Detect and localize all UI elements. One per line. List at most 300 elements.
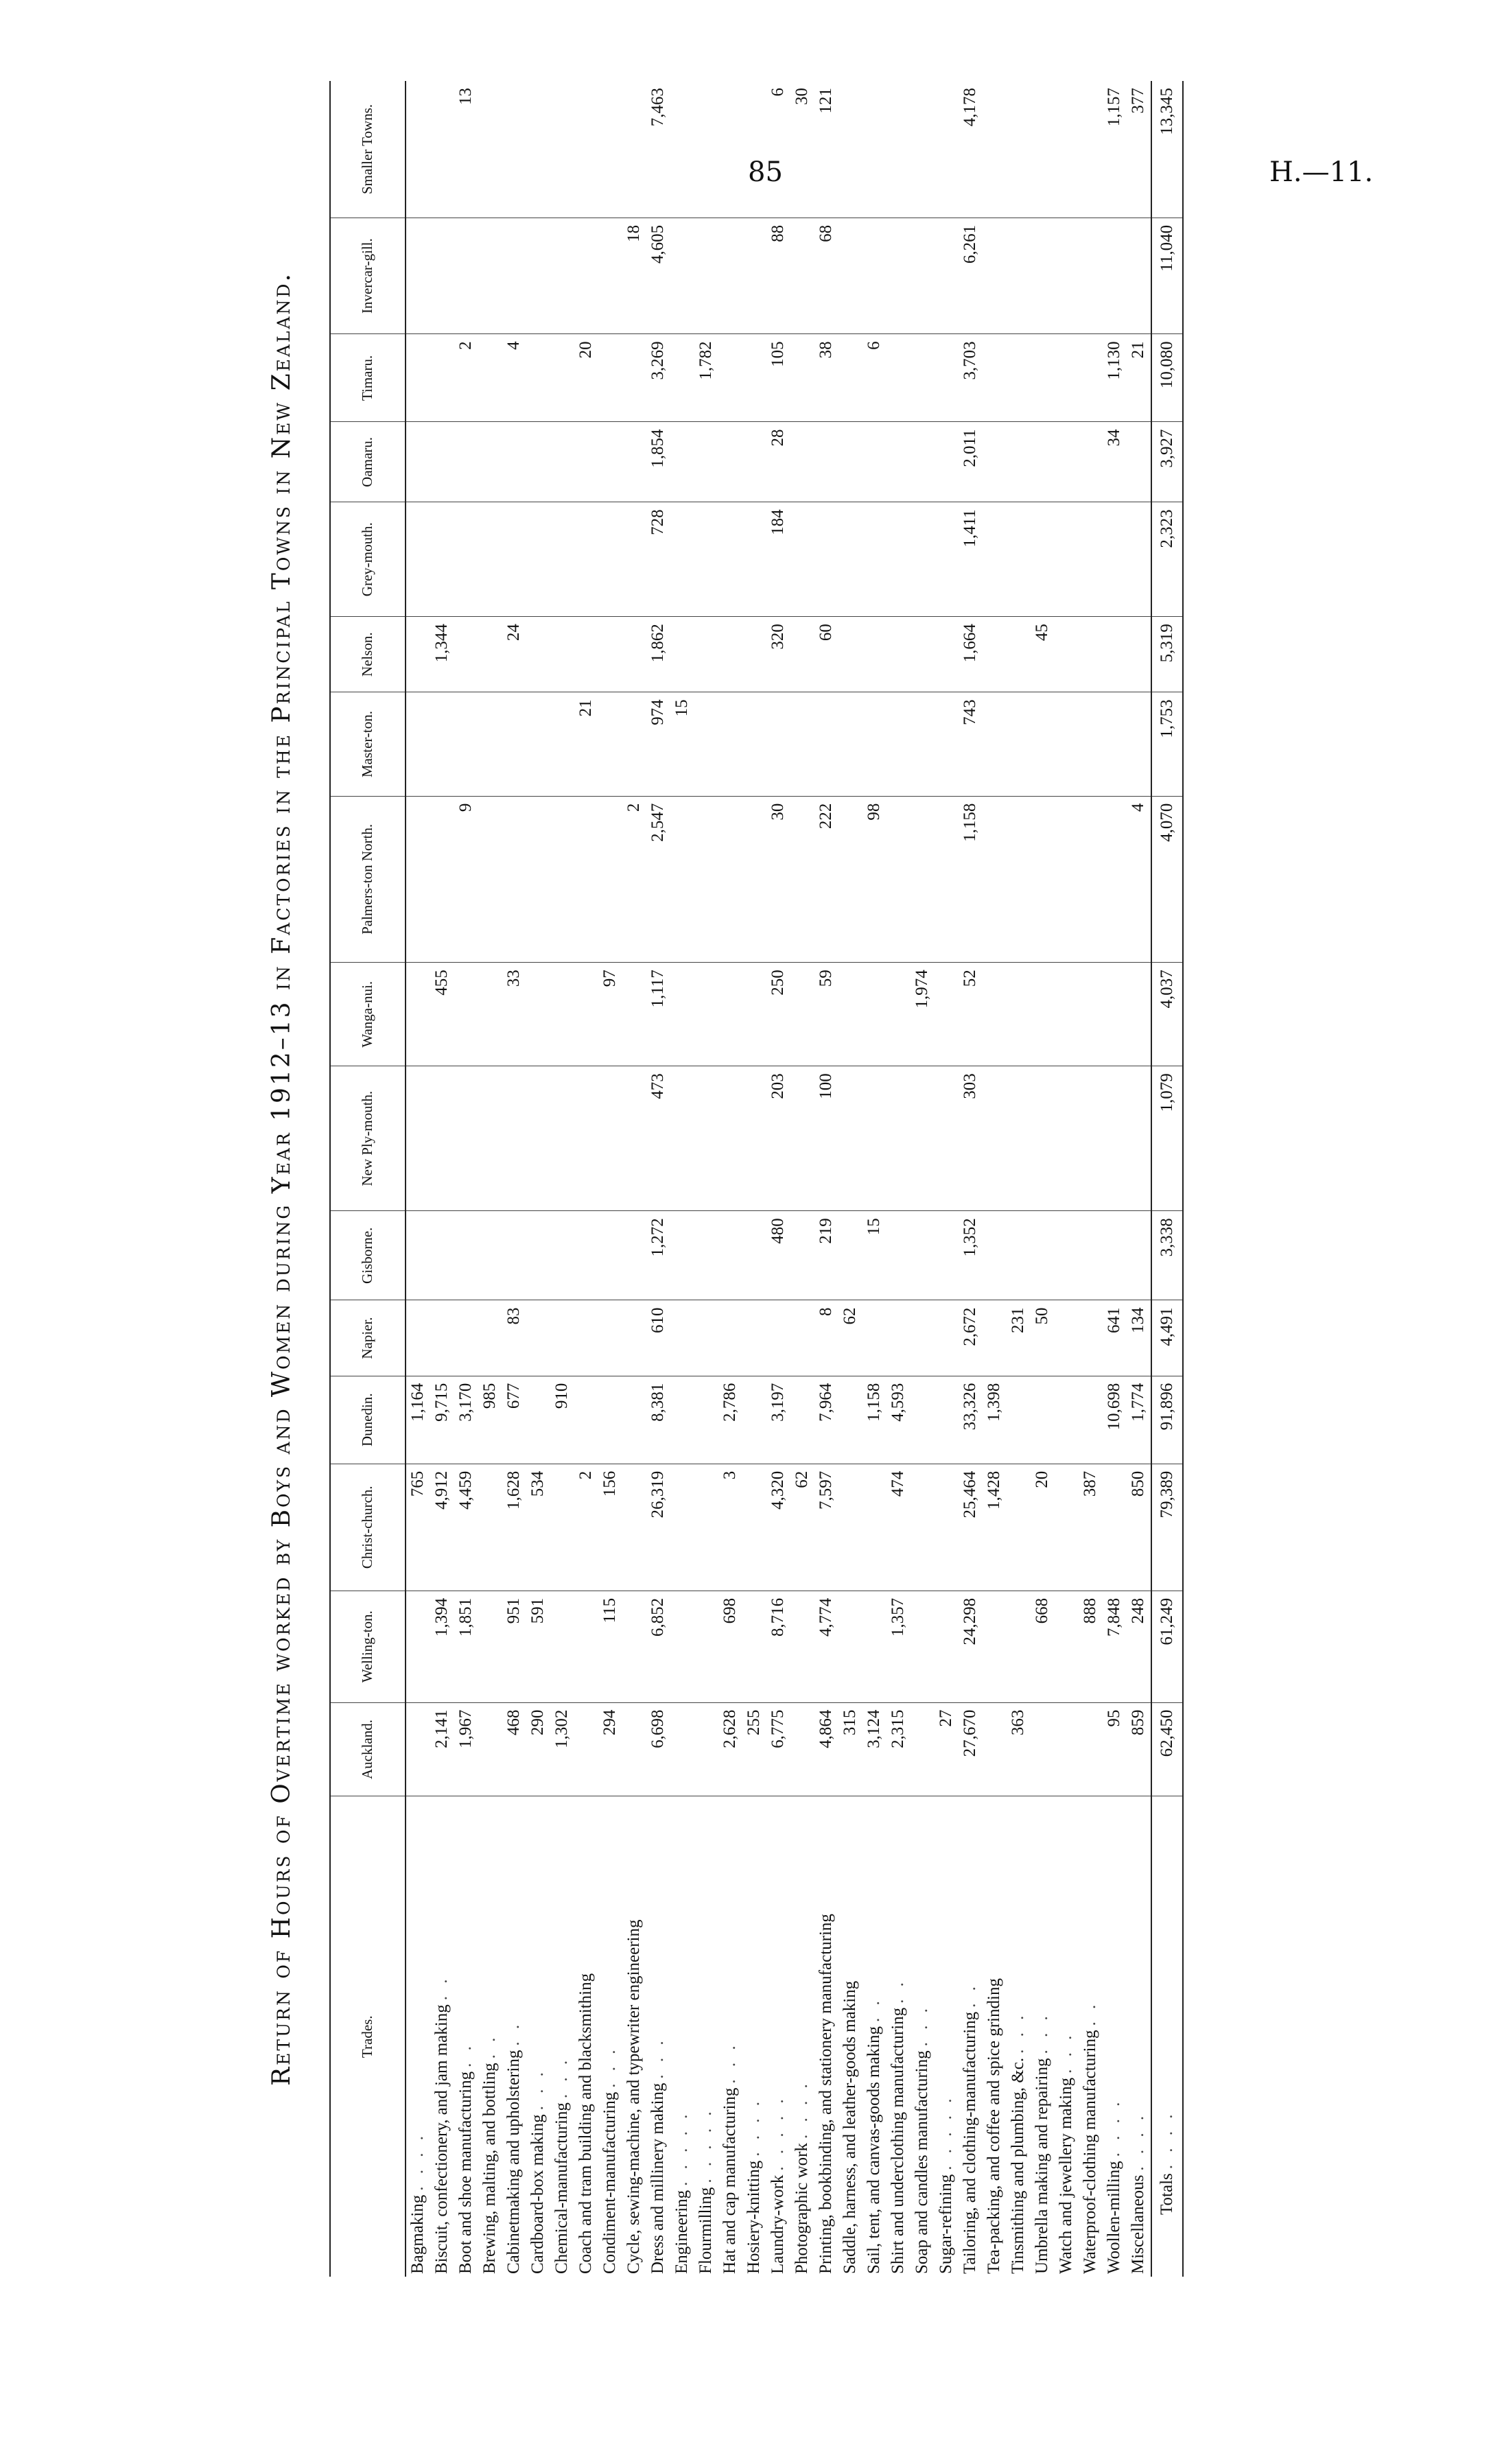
value-cell <box>790 1211 814 1300</box>
value-cell <box>1055 963 1079 1066</box>
value-cell <box>622 1376 646 1464</box>
value-cell <box>502 1066 526 1211</box>
value-cell: 203 <box>766 1066 790 1211</box>
value-cell <box>838 502 862 617</box>
value-cell <box>887 1066 911 1211</box>
value-cell <box>574 81 598 218</box>
value-cell <box>862 617 887 692</box>
value-cell <box>1031 1702 1055 1796</box>
value-cell: 62 <box>838 1300 862 1376</box>
table-row <box>790 81 814 2277</box>
value-cell <box>598 422 622 502</box>
value-cell <box>1031 334 1055 422</box>
value-cell <box>742 617 766 692</box>
value-cell <box>1103 1464 1127 1591</box>
value-cell <box>814 692 838 796</box>
value-cell <box>598 796 622 963</box>
value-cell <box>935 1464 959 1591</box>
value-cell <box>1079 963 1103 1066</box>
value-cell <box>862 963 887 1066</box>
value-cell <box>935 1300 959 1376</box>
value-cell <box>550 81 574 218</box>
trade-cell <box>718 1796 742 2277</box>
value-cell <box>935 1376 959 1464</box>
value-cell: 7,597 <box>814 1464 838 1591</box>
table-row <box>718 81 742 2277</box>
value-cell <box>694 617 718 692</box>
value-cell <box>1055 334 1079 422</box>
trade-name: Woollen-milling <box>1105 2161 1123 2274</box>
value-cell <box>1103 617 1127 692</box>
total-value-cell: 3,338 <box>1151 1211 1183 1300</box>
value-cell <box>574 796 598 963</box>
value-cell <box>526 334 550 422</box>
table-row <box>1127 81 1151 2277</box>
value-cell <box>694 692 718 796</box>
value-cell <box>502 1211 526 1300</box>
value-cell: 2,672 <box>959 1300 983 1376</box>
value-cell <box>694 502 718 617</box>
value-cell <box>574 502 598 617</box>
trade-name: Cardboard-box making <box>528 2114 547 2274</box>
value-cell <box>766 692 790 796</box>
value-cell: 2 <box>454 334 478 422</box>
table-header-row <box>330 81 406 2277</box>
value-cell <box>1055 1591 1079 1702</box>
value-cell <box>598 218 622 334</box>
trade-name: Tea-packing, and coffee and spice grinding <box>985 1978 1003 2274</box>
value-cell <box>911 692 935 796</box>
value-cell <box>406 1702 430 1796</box>
value-cell <box>694 218 718 334</box>
table-row <box>1079 81 1103 2277</box>
value-cell: 473 <box>646 1066 670 1211</box>
value-cell <box>622 1702 646 1796</box>
value-cell: 591 <box>526 1591 550 1702</box>
trade-cell <box>646 1796 670 2277</box>
value-cell <box>598 1300 622 1376</box>
value-cell <box>983 796 1007 963</box>
value-cell <box>1031 502 1055 617</box>
value-cell <box>838 1066 862 1211</box>
value-cell <box>622 963 646 1066</box>
value-cell <box>838 1376 862 1464</box>
value-cell <box>1007 1591 1031 1702</box>
total-value-cell: 4,037 <box>1151 963 1183 1066</box>
value-cell <box>550 1211 574 1300</box>
value-cell <box>526 1211 550 1300</box>
value-cell <box>598 617 622 692</box>
value-cell <box>1127 1211 1151 1300</box>
column-header: Oamaru. <box>330 422 406 502</box>
value-cell: 134 <box>1127 1300 1151 1376</box>
value-cell <box>1055 1376 1079 1464</box>
value-cell <box>430 692 454 796</box>
value-cell <box>1103 963 1127 1066</box>
value-cell <box>718 218 742 334</box>
value-cell <box>718 1211 742 1300</box>
value-cell <box>622 1464 646 1591</box>
value-cell: 30 <box>790 81 814 218</box>
value-cell <box>670 1464 694 1591</box>
value-cell <box>838 422 862 502</box>
value-cell: 1,854 <box>646 422 670 502</box>
value-cell: 1,774 <box>1127 1376 1151 1464</box>
value-cell <box>1055 1702 1079 1796</box>
table-row <box>935 81 959 2277</box>
value-cell: 1,117 <box>646 963 670 1066</box>
value-cell <box>1127 1066 1151 1211</box>
trade-cell <box>598 1796 622 2277</box>
value-cell: 2,011 <box>959 422 983 502</box>
value-cell <box>502 422 526 502</box>
value-cell <box>502 692 526 796</box>
value-cell <box>838 1464 862 1591</box>
trade-name: Brewing, malting, and bottling <box>480 2063 499 2274</box>
value-cell <box>1031 796 1055 963</box>
value-cell <box>790 1300 814 1376</box>
dot-leader: . . <box>865 1997 883 2022</box>
value-cell <box>406 1066 430 1211</box>
value-cell <box>1007 218 1031 334</box>
value-cell <box>574 1702 598 1796</box>
value-cell <box>550 1464 574 1591</box>
value-cell <box>814 422 838 502</box>
value-cell <box>454 1211 478 1300</box>
value-cell: 3,269 <box>646 334 670 422</box>
value-cell <box>694 1702 718 1796</box>
value-cell <box>935 963 959 1066</box>
value-cell: 985 <box>478 1376 502 1464</box>
value-cell: 7,848 <box>1103 1591 1127 1702</box>
value-cell <box>598 81 622 218</box>
value-cell <box>478 692 502 796</box>
dot-leader: . . . <box>1009 2011 1027 2054</box>
value-cell: 2 <box>574 1464 598 1591</box>
value-cell <box>406 81 430 218</box>
value-cell <box>766 1300 790 1376</box>
dot-leader: . . <box>504 2020 523 2046</box>
value-cell <box>862 422 887 502</box>
value-cell <box>911 1376 935 1464</box>
value-cell <box>478 1591 502 1702</box>
trade-name: Printing, bookbinding, and stationery manufacturing <box>817 1914 835 2274</box>
value-cell <box>983 502 1007 617</box>
value-cell: 4 <box>1127 796 1151 963</box>
dot-leader: . . . . . <box>937 2094 955 2170</box>
table-row <box>430 81 454 2277</box>
dot-leader: . . . . <box>793 2080 811 2139</box>
value-cell: 100 <box>814 1066 838 1211</box>
value-cell <box>911 502 935 617</box>
value-cell <box>622 1066 646 1211</box>
value-cell: 1,411 <box>959 502 983 617</box>
value-cell <box>911 1211 935 1300</box>
value-cell <box>983 422 1007 502</box>
trade-cell <box>622 1796 646 2277</box>
value-cell: 184 <box>766 502 790 617</box>
trade-cell <box>742 1796 766 2277</box>
table-row <box>478 81 502 2277</box>
value-cell <box>935 1066 959 1211</box>
trade-cell <box>790 1796 814 2277</box>
value-cell <box>670 1591 694 1702</box>
value-cell <box>430 334 454 422</box>
value-cell <box>887 81 911 218</box>
dot-leader: . . . <box>720 2041 739 2084</box>
value-cell <box>670 81 694 218</box>
value-cell <box>790 1591 814 1702</box>
trade-name: Condiment-manufacturing <box>600 2091 619 2274</box>
value-cell <box>911 796 935 963</box>
value-cell <box>1103 502 1127 617</box>
value-cell <box>790 218 814 334</box>
value-cell <box>838 1591 862 1702</box>
value-cell: 3,124 <box>862 1702 887 1796</box>
value-cell: 668 <box>1031 1591 1055 1702</box>
trade-cell <box>838 1796 862 2277</box>
value-cell <box>478 963 502 1066</box>
value-cell: 6,261 <box>959 218 983 334</box>
value-cell <box>718 1300 742 1376</box>
trade-cell <box>526 1796 550 2277</box>
value-cell <box>911 617 935 692</box>
column-header: Christ-church. <box>330 1464 406 1591</box>
dot-leader: . . <box>480 2033 499 2059</box>
table-row <box>670 81 694 2277</box>
value-cell <box>502 796 526 963</box>
value-cell: 28 <box>766 422 790 502</box>
value-cell <box>670 334 694 422</box>
value-cell <box>887 963 911 1066</box>
trade-cell <box>959 1796 983 2277</box>
total-value-cell: 91,896 <box>1151 1376 1183 1464</box>
value-cell <box>1007 796 1031 963</box>
value-cell <box>622 422 646 502</box>
value-cell <box>1103 1211 1127 1300</box>
value-cell <box>406 1300 430 1376</box>
value-cell: 2,547 <box>646 796 670 963</box>
table-row <box>983 81 1007 2277</box>
value-cell <box>935 81 959 218</box>
value-cell <box>574 1211 598 1300</box>
value-cell: 6 <box>766 81 790 218</box>
total-value-cell: 62,450 <box>1151 1702 1183 1796</box>
value-cell <box>790 1376 814 1464</box>
value-cell: 45 <box>1031 617 1055 692</box>
table-row <box>598 81 622 2277</box>
trade-name: Laundry-work <box>768 2174 787 2274</box>
value-cell <box>670 1376 694 1464</box>
value-cell <box>694 1376 718 1464</box>
value-cell <box>454 1066 478 1211</box>
value-cell <box>911 81 935 218</box>
value-cell <box>862 502 887 617</box>
dot-leader: . . . <box>1033 2012 1051 2054</box>
value-cell <box>935 796 959 963</box>
value-cell <box>1079 422 1103 502</box>
value-cell: 62 <box>790 1464 814 1591</box>
value-cell <box>406 1211 430 1300</box>
value-cell <box>502 81 526 218</box>
table-row <box>1055 81 1079 2277</box>
value-cell <box>887 422 911 502</box>
value-cell <box>406 963 430 1066</box>
value-cell <box>574 218 598 334</box>
value-cell <box>478 422 502 502</box>
value-cell: 2,786 <box>718 1376 742 1464</box>
value-cell <box>598 692 622 796</box>
value-cell <box>550 502 574 617</box>
value-cell <box>1055 1300 1079 1376</box>
value-cell <box>887 1300 911 1376</box>
value-cell: 641 <box>1103 1300 1127 1376</box>
value-cell <box>526 796 550 963</box>
value-cell <box>887 617 911 692</box>
value-cell <box>983 218 1007 334</box>
value-cell <box>694 1464 718 1591</box>
dot-leader: . . . <box>552 2056 571 2099</box>
value-cell <box>550 422 574 502</box>
value-cell <box>526 81 550 218</box>
value-cell: 21 <box>1127 334 1151 422</box>
value-cell: 474 <box>887 1464 911 1591</box>
value-cell <box>911 1066 935 1211</box>
value-cell <box>911 1464 935 1591</box>
value-cell <box>430 796 454 963</box>
value-cell <box>862 1300 887 1376</box>
value-cell: 8,381 <box>646 1376 670 1464</box>
value-cell <box>911 218 935 334</box>
trade-name: Boot and shoe manufacturing <box>456 2071 475 2274</box>
value-cell: 1,664 <box>959 617 983 692</box>
value-cell <box>1079 1211 1103 1300</box>
value-cell: 18 <box>622 218 646 334</box>
value-cell: 27,670 <box>959 1702 983 1796</box>
value-cell <box>670 422 694 502</box>
value-cell: 6,698 <box>646 1702 670 1796</box>
total-value-cell: 1,079 <box>1151 1066 1183 1211</box>
value-cell <box>1007 502 1031 617</box>
dot-leader: . . . . . <box>672 2110 691 2186</box>
value-cell <box>598 1376 622 1464</box>
value-cell: 2,628 <box>718 1702 742 1796</box>
column-header: Wanga-nui. <box>330 963 406 1066</box>
dot-leader: . . . . . <box>696 2107 715 2183</box>
value-cell: 1,157 <box>1103 81 1127 218</box>
value-cell <box>814 502 838 617</box>
value-cell: 250 <box>766 963 790 1066</box>
column-header: Smaller Towns. <box>330 81 406 218</box>
value-cell <box>694 796 718 963</box>
trade-cell <box>430 1796 454 2277</box>
value-cell <box>550 334 574 422</box>
value-cell <box>454 502 478 617</box>
value-cell: 15 <box>670 692 694 796</box>
trade-cell <box>983 1796 1007 2277</box>
value-cell: 859 <box>1127 1702 1151 1796</box>
value-cell: 1,862 <box>646 617 670 692</box>
value-cell: 1,344 <box>430 617 454 692</box>
value-cell <box>1031 81 1055 218</box>
table-row <box>814 81 838 2277</box>
value-cell <box>670 502 694 617</box>
value-cell <box>983 1300 1007 1376</box>
value-cell <box>838 334 862 422</box>
trade-name: Soap and candles manufacturing <box>913 2050 931 2274</box>
value-cell <box>911 1300 935 1376</box>
value-cell <box>550 692 574 796</box>
value-cell <box>694 1211 718 1300</box>
value-cell <box>790 1066 814 1211</box>
value-cell <box>742 1300 766 1376</box>
value-cell <box>838 218 862 334</box>
value-cell <box>478 334 502 422</box>
value-cell: 480 <box>766 1211 790 1300</box>
value-cell <box>742 218 766 334</box>
value-cell <box>1103 1066 1127 1211</box>
value-cell <box>550 617 574 692</box>
table-row <box>1007 81 1031 2277</box>
value-cell <box>430 502 454 617</box>
value-cell <box>742 692 766 796</box>
value-cell <box>1055 1464 1079 1591</box>
trade-cell <box>694 1796 718 2277</box>
value-cell <box>526 1376 550 1464</box>
value-cell: 4,320 <box>766 1464 790 1591</box>
value-cell <box>1127 692 1151 796</box>
value-cell: 50 <box>1031 1300 1055 1376</box>
value-cell <box>550 1066 574 1211</box>
value-cell: 534 <box>526 1464 550 1591</box>
value-cell: 52 <box>959 963 983 1066</box>
value-cell <box>430 218 454 334</box>
overtime-table <box>329 81 1184 2277</box>
value-cell: 974 <box>646 692 670 796</box>
value-cell <box>1007 1066 1031 1211</box>
trade-name: Miscellaneous <box>1129 2174 1147 2274</box>
dot-leader: . . <box>1081 2000 1099 2026</box>
value-cell: 4,178 <box>959 81 983 218</box>
value-cell <box>622 334 646 422</box>
value-cell <box>550 1591 574 1702</box>
value-cell <box>430 1211 454 1300</box>
value-cell <box>1055 422 1079 502</box>
dot-leader <box>841 1977 859 1981</box>
value-cell <box>670 617 694 692</box>
value-cell: 1,158 <box>862 1376 887 1464</box>
column-header: Welling-ton. <box>330 1591 406 1702</box>
value-cell <box>574 1300 598 1376</box>
value-cell <box>983 1066 1007 1211</box>
value-cell <box>1079 218 1103 334</box>
value-cell <box>790 796 814 963</box>
value-cell: 3 <box>718 1464 742 1591</box>
value-cell <box>742 334 766 422</box>
value-cell <box>862 81 887 218</box>
trade-cell <box>1127 1796 1151 2277</box>
value-cell: 21 <box>574 692 598 796</box>
value-cell <box>1007 422 1031 502</box>
total-value-cell: 1,753 <box>1151 692 1183 796</box>
value-cell <box>911 422 935 502</box>
value-cell <box>406 422 430 502</box>
value-cell <box>454 617 478 692</box>
value-cell: 9 <box>454 796 478 963</box>
value-cell <box>1031 963 1055 1066</box>
value-cell: 20 <box>1031 1464 1055 1591</box>
value-cell <box>622 502 646 617</box>
